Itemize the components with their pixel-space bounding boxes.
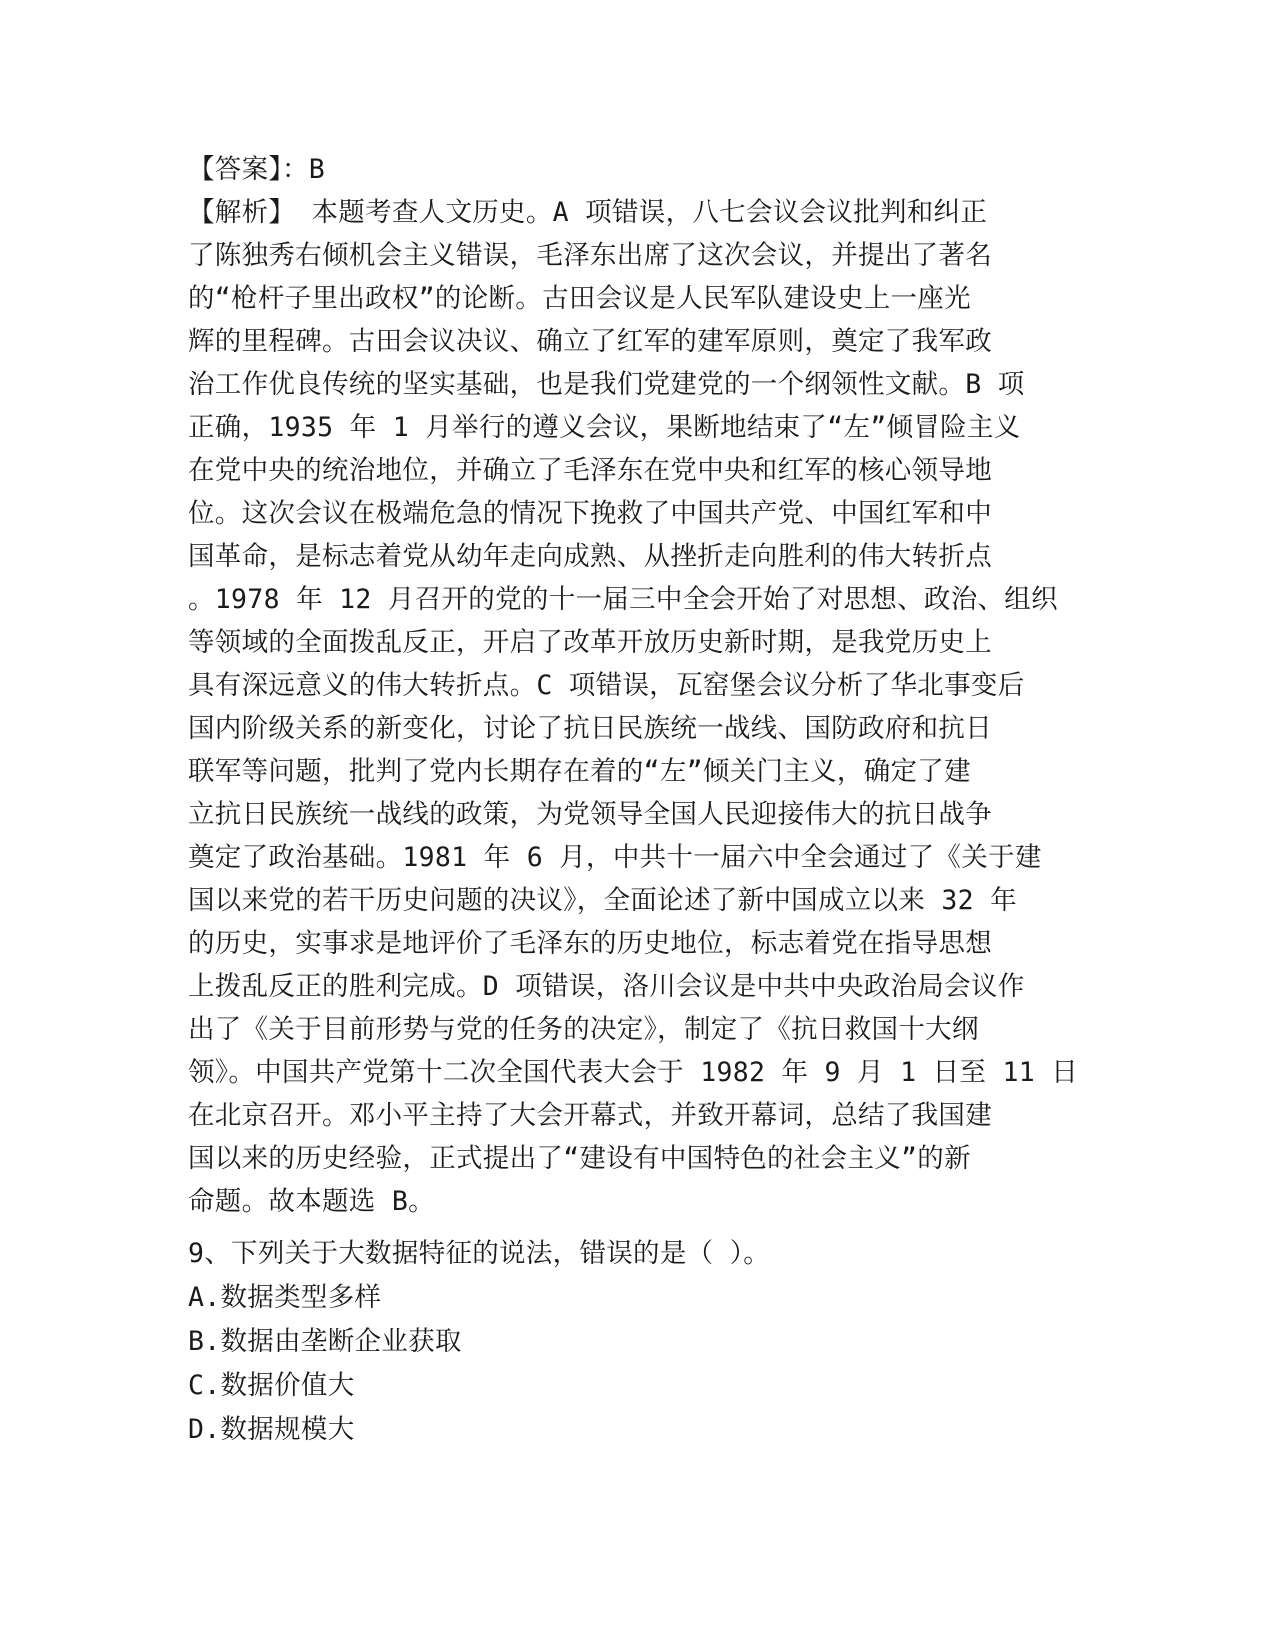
option-c: C.数据价值大 <box>188 1370 355 1401</box>
answer-label: 【答案】：B <box>188 154 326 185</box>
option-b: B.数据由垄断企业获取 <box>188 1326 462 1357</box>
explanation-line: 联军等问题，批判了党内长期存在着的“左”倾关门主义，确定了建 <box>188 756 971 787</box>
explanation-line: 在北京召开。邓小平主持了大会开幕式，并致开幕词，总结了我国建 <box>188 1100 992 1131</box>
answer-explanation-section <box>188 148 1078 1223</box>
explanation-line: 治工作优良传统的坚实基础，也是我们党建党的一个纲领性文献。B 项 <box>188 369 1025 400</box>
explanation-line: 具有深远意义的伟大转折点。C 项错误，瓦窑堡会议分析了华北事变后 <box>188 670 1025 701</box>
question-stem: 9、下列关于大数据特征的说法，错误的是（ ）。 <box>188 1238 771 1269</box>
explanation-line: 辉的里程碑。古田会议决议、确立了红军的建军原则，奠定了我军政 <box>188 326 992 357</box>
explanation-line: 国以来的历史经验，正式提出了“建设有中国特色的社会主义”的新 <box>188 1143 971 1174</box>
explanation-line: 国内阶级关系的新变化，讨论了抗日民族统一战线、国防政府和抗日 <box>188 713 992 744</box>
option-a: A.数据类型多样 <box>188 1282 382 1313</box>
explanation-line: 奠定了政治基础。1981 年 6 月，中共十一届六中全会通过了《关于建 <box>188 842 1042 873</box>
option-d: D.数据规模大 <box>188 1414 355 1445</box>
explanation-line: 【解析】 本题考查人文历史。A 项错误，八七会议会议批判和纠正 <box>188 197 988 228</box>
explanation-line: 位。这次会议在极端危急的情况下挽救了中国共产党、中国红军和中 <box>188 498 992 529</box>
explanation-line: 国革命，是标志着党从幼年走向成熟、从挫折走向胜利的伟大转折点 <box>188 541 992 572</box>
explanation-line: 上拨乱反正的胜利完成。D 项错误，洛川会议是中共中央政治局会议作 <box>188 971 1025 1002</box>
explanation-line: 立抗日民族统一战线的政策，为党领导全国人民迎接伟大的抗日战争 <box>188 799 992 830</box>
explanation-line: 的“枪杆子里出政权”的论断。古田会议是人民军队建设史上一座光 <box>188 283 971 314</box>
explanation-line: 的历史，实事求是地评价了毛泽东的历史地位，标志着党在指导思想 <box>188 928 992 959</box>
explanation-line: 等领域的全面拨乱反正，开启了改革开放历史新时期，是我党历史上 <box>188 627 992 658</box>
explanation-line: 了陈独秀右倾机会主义错误，毛泽东出席了这次会议，并提出了著名 <box>188 240 992 271</box>
explanation-line: 领》。中国共产党第十二次全国代表大会于 1982 年 9 月 1 日至 11 日 <box>188 1057 1079 1088</box>
explanation-line: 正确，1935 年 1 月举行的遵义会议，果断地结束了“左”倾冒险主义 <box>188 412 1021 443</box>
explanation-line: 国以来党的若干历史问题的决议》，全面论述了新中国成立以来 32 年 <box>188 885 1017 916</box>
question-section <box>188 1232 1078 1452</box>
explanation-line: 在党中央的统治地位，并确立了毛泽东在党中央和红军的核心领导地 <box>188 455 992 486</box>
explanation-line: 出了《关于目前形势与党的任务的决定》，制定了《抗日救国十大纲 <box>188 1014 979 1045</box>
explanation-line: 。1978 年 12 月召开的党的十一届三中全会开始了对思想、政治、组织 <box>188 584 1058 615</box>
explanation-line: 命题。故本题选 B。 <box>188 1186 435 1217</box>
